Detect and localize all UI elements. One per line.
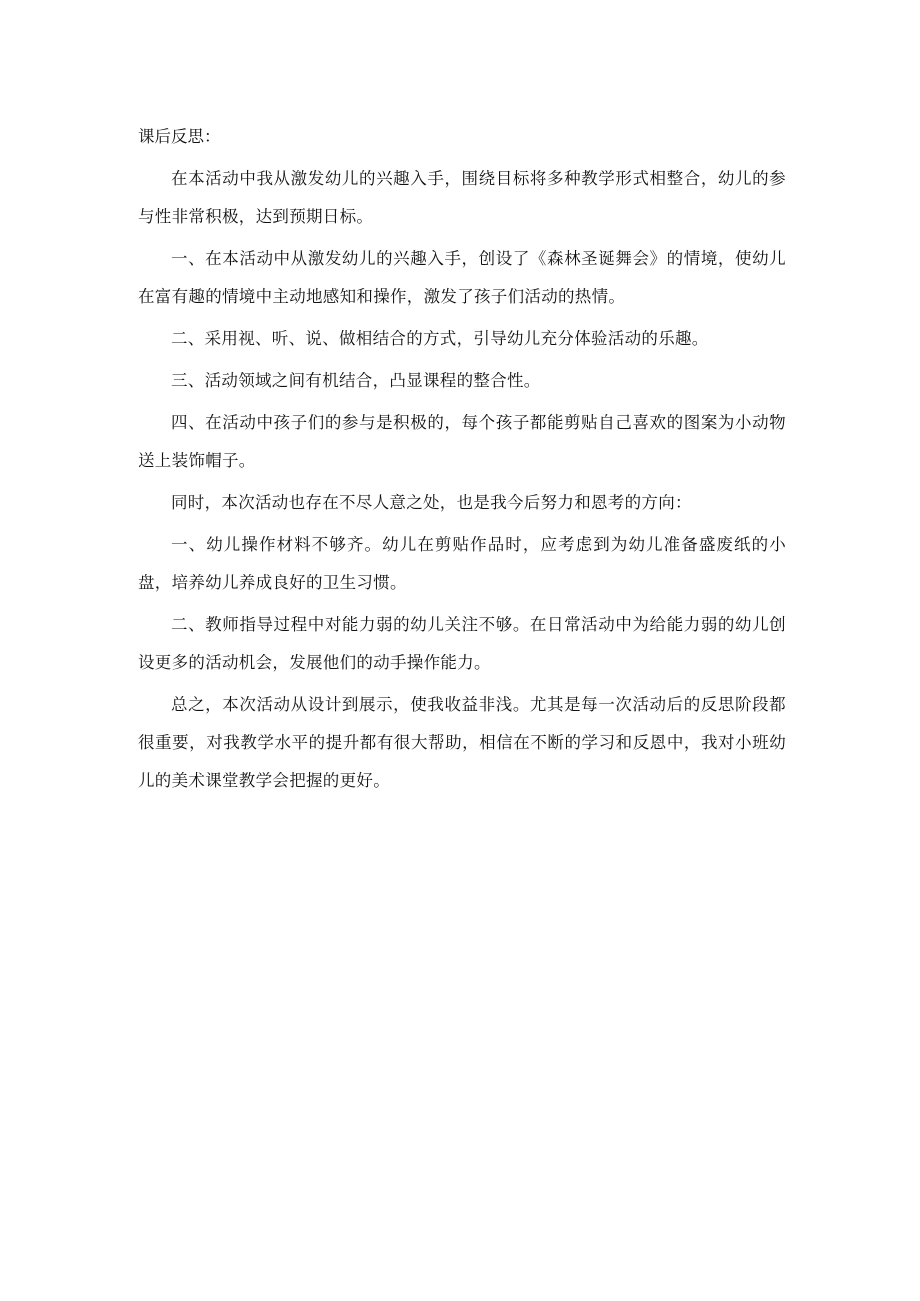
paragraph-conclusion: 总之，本次活动从设计到展示，使我收益非浅。尤其是每一次活动后的反思阶段都很重要，对我教学水平的提升都有很大帮助，相信在不断的学习和反恩中，我对小班幼儿的美术课堂教学会把握的更好。: [138, 695, 786, 790]
paragraph-intro: 在本活动中我从激发幼儿的兴趣入手，围绕目标将多种教学形式相整合，幼儿的参与性非常积极，达到预期日标。: [138, 169, 786, 226]
document-body: [138, 118, 786, 804]
paragraph-point-3: 三、活动领域之间有机结合，凸显课程的整合性。: [171, 371, 541, 390]
paragraph-point-2: 二、采用视、听、说、做相结合的方式，引导幼儿充分体验活动的乐趣。: [171, 329, 709, 348]
section-heading: 课后反思：: [138, 127, 221, 146]
paragraph-shortcomings-intro: 同时，本次活动也存在不尽人意之处，也是我今后努力和恩考的方向：: [171, 493, 692, 512]
paragraph-point-4: 四、在活动中孩子们的参与是积极的，每个孩子都能剪贴自己喜欢的图案为小动物送上装饰帽子。: [138, 413, 786, 470]
paragraph-shortcoming-1: 一、幼儿操作材料不够齐。幼儿在剪贴作品时，应考虑到为幼儿准备盛废纸的小盘，培养幼儿养成良好的卫生习惯。: [138, 535, 786, 592]
paragraph-point-1: 一、在本活动中从激发幼儿的兴趣入手，创设了《森林圣诞舞会》的情境，使幼儿在富有趣的情境中主动地感知和操作，激发了孩子们活动的热情。: [138, 249, 786, 306]
paragraph-shortcoming-2: 二、教师指导过程中对能力弱的幼儿关注不够。在日常活动中为给能力弱的幼儿创设更多的活动机会，发展他们的动手操作能力。: [138, 615, 786, 672]
